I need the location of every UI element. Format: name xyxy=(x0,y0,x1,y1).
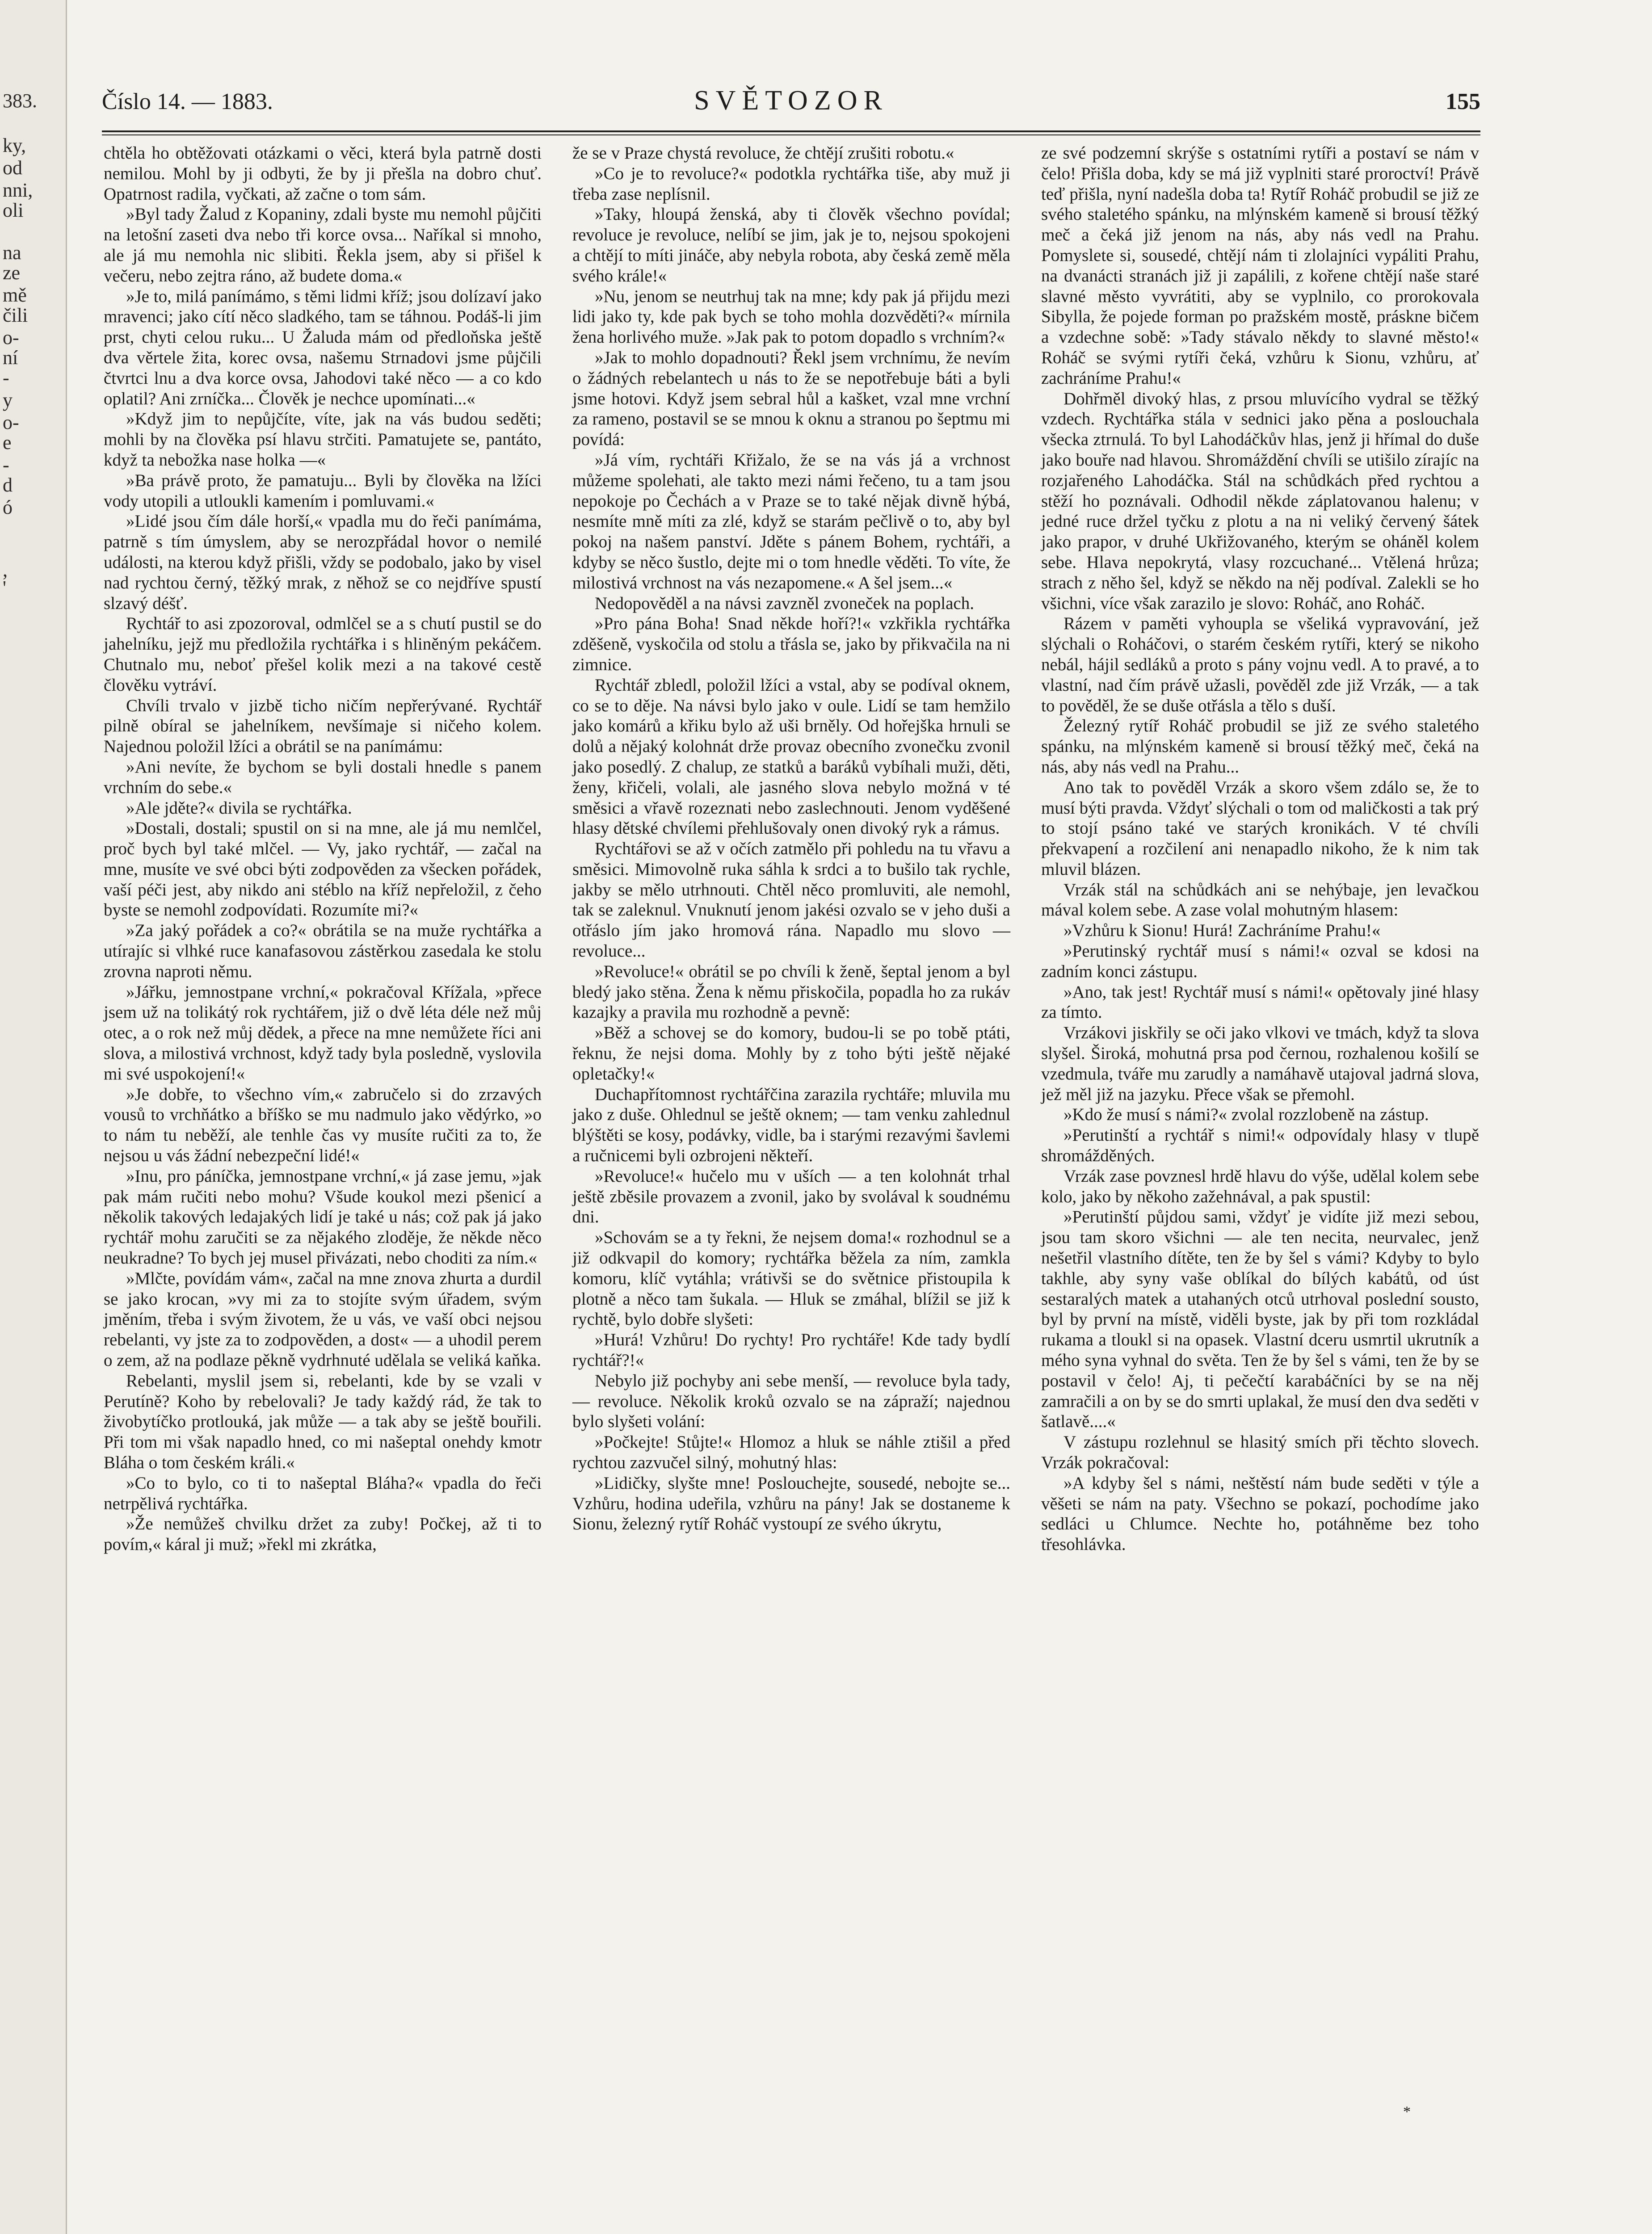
paragraph: »Hurá! Vzhůru! Do rychty! Pro rychtáře! Kde tady bydlí rychtář?!« xyxy=(572,1330,1010,1370)
previous-page-fragment: - xyxy=(3,454,9,476)
paragraph: »Ale jděte?« divila se rychtářka. xyxy=(126,798,352,818)
previous-page-fragment: nni, xyxy=(3,179,33,201)
paragraph: Rychtář to asi zpozoroval, odmlčel se a s chutí pustil se do jahelníku, jejž mu předložila rychtářka i s hliněným pekáčem. Chutnalo mu, neboť přešel kolik mezi a na takové cestě člověku vytráví. xyxy=(104,614,542,695)
previous-page-fragment: ze xyxy=(3,262,21,284)
paragraph: že se v Praze chystá revoluce, že chtějí zrušiti robotu.« xyxy=(572,143,954,163)
paragraph: »Co je to revoluce?« podotkla rychtářka tiše, aby muž ji třeba zase neplísnil. xyxy=(572,164,1010,204)
paragraph: »Perutinský rychtář musí s námi!« ozval se kdosi na zadním konci zástupu. xyxy=(1041,941,1479,981)
paragraph: Železný rytíř Roháč probudil se již ze svého staletého spánku, na mlýnském kameně si brousí těžký meč, čeká na nás, aby nás vedl na Prahu... xyxy=(1041,716,1479,777)
paragraph: Chvíli trvalo v jizbě ticho ničím nepřerývané. Rychtář pilně obíral se jahelníkem, nevšímaje si ničeho kolem. Najednou položil lžíci a obrátil se na panímámu: xyxy=(104,696,542,756)
previous-page-edge xyxy=(0,0,67,2234)
paragraph: Vrzák stál na schůdkách ani se nehýbaje, jen levačkou mával kolem sebe. A zase volal mohutným hlasem: xyxy=(1041,880,1479,920)
paragraph: »Mlčte, povídám vám«, začal na mne znova zhurta a durdil se jako krocan, »vy mi za to stojíte svým úřadem, svým jměním, třeba i svým životem, že u vás, ve vaší obci nejsou rebelanti, vy jste za to zodpověden, a dost« — a uhodil perem o zem, až na podlaze pěkně vydrhnuté udělala se veliká kaňka. xyxy=(104,1268,542,1370)
previous-page-fragment: ó xyxy=(3,496,13,518)
paragraph: »Ano, tak jest! Rychtář musí s námi!« opětovaly jiné hlasy za tímto. xyxy=(1041,982,1479,1022)
text-column-2 xyxy=(572,143,1010,1534)
previous-page-fragment: e xyxy=(3,432,12,454)
paragraph: Ano tak to pověděl Vrzák a skoro všem zdálo se, že to musí býti pravda. Vždyť slýchali o tom od maličkosti a tak prý to stojí psáno také ve starých kronikách. V té chvíli překvapení a rozčilení ani nenapadlo nikoho, že k nim tak mluvil blázen. xyxy=(1041,777,1479,879)
paragraph: ze své podzemní skrýše s ostatními rytíři a postaví se nám v čelo! Přišla doba, kdy se má již vyplniti staré proroctví! Právě teď přišla, nyní nadešla doba ta! Rytíř Roháč probudil se již ze svého staletého spánku, na mlýnském kameně si brousí těžký meč a čeká již jenom na nás, aby nás vedl na Prahu. Pomyslete si, sousedé, chtějí nám ti zlolajníci vypáliti Prahu, na dvanácti stranách již ji zapálili, z kořene chtějí naše staré slavné město vyvrátiti, aby se vyplnilo, co prorokovala Sibylla, že pojede forman po pražském mostě, práskne bičem a vzdechne sobě: »Tady stávalo někdy to slavné město!« Roháč se svými rytíři čeká, vzhůru k Sionu, vzhůru, ať zachráníme Prahu!« xyxy=(1041,143,1479,388)
paragraph: »Co to bylo, co ti to našeptal Bláha?« vpadla do řeči netrpělivá rychtářka. xyxy=(104,1473,542,1513)
paragraph: »Je dobře, to všechno vím,« zabručelo si do zrzavých vousů to vrchňátko a bříško se mu nadmulo jako vědýrko, »o to nám tu neběží, ale tenhle čas vy musíte ručiti za to, že nejsou u vás žádní nebezpeční lidé!« xyxy=(104,1084,542,1166)
previous-page-fragment: na xyxy=(3,242,21,264)
paragraph: Vrzák zase povznesl hrdě hlavu do výše, udělal kolem sebe kolo, jako by někoho zažehnával, a pak spustil: xyxy=(1041,1166,1479,1206)
paragraph: »Jářku, jemnostpane vrchní,« pokračoval Křížala, »přece jsem už na tolikátý rok rychtářem, již o dvě léta déle než můj otec, a o rok než můj dědek, a přece na mne nemůžete říci ani slova, a milostivá vrchnost, když tady byla posledně, vyslovila mi své uspokojení!« xyxy=(104,982,542,1083)
previous-page-fragment: 383. xyxy=(3,90,37,112)
paragraph: »Ba právě proto, že pamatuju... Byli by člověka na lžíci vody utopili a utloukli kamením i pomluvami.« xyxy=(104,470,542,511)
paragraph: »Jak to mohlo dopadnouti? Řekl jsem vrchnímu, že nevím o žádných rebelantech u nás to že se nepotřebuje báti a byli jsme hotovi. Když jsem sebral hůl a kašket, vzal mne vrchní za rameno, postavil se se mnou k oknu a stranou po šeptmu mi povídá: xyxy=(572,348,1010,449)
paragraph: »Ani nevíte, že bychom se byli dostali hnedle s panem vrchním do sebe.« xyxy=(104,757,542,797)
paragraph: Duchapřítomnost rychtářčina zarazila rychtáře; mluvila mu jako z duše. Ohlednul se ještě oknem; — tam venku zahlednul blýštěti se kosy, podávky, vidle, ba i starými rezavými šavlemi a ručnicemi byli ozbrojeni někteří. xyxy=(572,1084,1010,1166)
text-column-1 xyxy=(104,143,542,1555)
paragraph: »Nu, jenom se neutrhuj tak na mne; kdy pak já přijdu mezi lidi jako ty, kde pak bych se toho mohla dozvěděti?« mírnila žena horlivého muže. »Jak pak to potom dopadlo s vrchním?« xyxy=(572,286,1010,347)
paragraph: »Perutinští a rychtář s nimi!« odpovídaly hlasy v tlupě shromážděných. xyxy=(1041,1125,1479,1166)
page-number: 155 xyxy=(1446,89,1480,114)
paragraph: »Je to, milá panímámo, s těmi lidmi kříž; jsou dolízaví jako mravenci; jako cítí něco sladkého, tam se táhnou. Podáš-li jim prst, chyti celou ruku... U Žaluda mám od předloňska ještě dva věrtele žita, korec ovsa, našemu Strnadovi jsme půjčili čtvrtci lnu a dva korce ovsa, Jahodovi také něco — a co kdo oplatil? Ani zrníčka... Člověk je nechce upomínati...« xyxy=(104,286,542,408)
paragraph: »Dostali, dostali; spustil on si na mne, ale já mu nemlčel, proč bych byl také mlčel. — Vy, jako rychtář, — začal na mne, musíte ve své obci býti zodpověden za všecken pořádek, vaší péči jest, aby nikdo ani stéblo na kříž nepřeložil, z čeho byste se nemohl zodpovídati. Rozumíte mi?« xyxy=(104,819,542,920)
previous-page-fragment: - xyxy=(3,367,9,389)
previous-page-fragment: mě xyxy=(3,284,27,306)
paragraph: »Počkejte! Stůjte!« Hlomoz a hluk se náhle ztišil a před rychtou zazvučel silný, mohutný hlas: xyxy=(572,1432,1010,1472)
paragraph: »Taky, hloupá ženská, aby ti člověk všechno povídal; revoluce je revoluce, nelíbí se jim, jak je to, nejsou spokojeni a chtějí to míti jináče, aby nebyla robota, aby česká země měla svého krále!« xyxy=(572,205,1010,286)
paragraph: »Lidičky, slyšte mne! Poslouchejte, sousedé, nebojte se... Vzhůru, hodina udeřila, vzhůru na pány! Jak se dostaneme k Sionu, železný rytíř Roháč vystoupí ze svého úkrytu, xyxy=(572,1473,1010,1534)
paragraph: »Já vím, rychtáři Křižalo, že se na vás já a vrchnost můžeme spolehati, ale takto mezi námi řečeno, tu a tam jsou nepokoje po Čechách a v Praze se to také nějak divně hýbá, nesmíte mně míti za zlé, když se starám pečlivě o to, aby byl pokoj na našem panství. Jděte s pánem Bohem, rychtáři, a kdyby se něco šustlo, dejte mi o tom hnedle věděti. To víte, že milostivá vrchnost na vás nezapomene.« A šel jsem...« xyxy=(572,450,1010,592)
previous-page-fragment: ní xyxy=(3,347,18,369)
paragraph: Rychtář zbledl, položil lžíci a vstal, aby se podíval oknem, co se to děje. Na návsi bylo jako v oule. Lidí se tam hemžilo jako komárů a křiku bylo až uši brněly. Od hořejška hrnuli se dolů a nějaký kolohnát drže provaz obecního zvonečku zvonil jako posedlý. Z chalup, ze statků a baráků vybíhali muži, děti, ženy, křičeli, volali, ale jasného slova nebylo možná v té směsici a vřavě rozeznati nebo zaslechnouti. Jenom vyděšené hlasy dětské chvílemi přehlušovaly onen divoký ryk a rámus. xyxy=(572,675,1010,838)
paragraph: »A kdyby šel s námi, neštěstí nám bude seděti v týle a věšeti se nám na paty. Všechno se pokazí, pochodíme jako sedláci u Chlumce. Nechte ho, potáhněme bez toho třesohlávka. xyxy=(1041,1473,1479,1554)
paragraph: »Běž a schovej se do komory, budou-li se po tobě ptáti, řeknu, že nejsi doma. Mohly by z toho býti ještě nějaké opletačky!« xyxy=(572,1023,1010,1083)
paragraph: »Schovám se a ty řekni, že nejsem doma!« rozhodnul se a již odkvapil do komory; rychtářka běžela za ním, zamkla komoru, klíč vytáhla; vrátivši se do světnice přistoupila k plotně a něco tam šukala. — Hluk se zmáhal, blížil se již k rychtě, bylo dobře slyšeti: xyxy=(572,1228,1010,1329)
journal-title: SVĚTOZOR xyxy=(694,85,888,116)
previous-page-fragment: y xyxy=(3,389,13,411)
footer-mark: * xyxy=(1403,2104,1411,2120)
paragraph: »Lidé jsou čím dále horší,« vpadla mu do řeči panímáma, patrně s tím úmyslem, aby se nerozpřádal hovor o nemilé události, na kterou když přišli, vždy se podobalo, jako by visel nad rychtou černý, těžký mrak, z něhož se co nejdříve spustí slzavý déšť. xyxy=(104,512,542,613)
previous-page-fragment: o- xyxy=(3,412,19,433)
paragraph: »Za jaký pořádek a co?« obrátila se na muže rychtářka a utírajíc si vlhké ruce kanafasovou zástěrkou zasedala ke stolu zrovna naproti němu. xyxy=(104,921,542,981)
paragraph: Vrzákovi jiskřily se oči jako vlkovi ve tmách, když ta slova slyšel. Široká, mohutná prsa pod černou, rozhalenou košilí se vzedmula, tváře mu zarudly a namáhavě utajoval jadrná slova, jež měl již na jazyku. Přece však se přemohl. xyxy=(1041,1023,1479,1104)
previous-page-fragment: , xyxy=(3,559,8,581)
previous-page-fragment: o- xyxy=(3,327,19,349)
paragraph: Rebelanti, myslil jsem si, rebelanti, kde by se vzali v Perutíně? Koho by rebelovali? Je tady každý rád, že tak to živobytíčko protlouká, jak může — a tak aby se ještě bouřili. Při tom mi však napadlo hned, co mi našeptal onehdy kmotr Bláha o tom českém králi.« xyxy=(104,1371,542,1472)
paragraph: V zástupu rozlehnul se hlasitý smích při těchto slovech. Vrzák pokračoval: xyxy=(1041,1432,1479,1472)
issue-info: Číslo 14. — 1883. xyxy=(102,89,273,114)
previous-page-fragment: čili xyxy=(3,304,28,326)
paragraph: chtěla ho obtěžovati otázkami o věci, která byla patrně dosti nemilou. Mohl by ji odbyti, že by ji přešla na dobro chuť. Opatrnost radila, vyčkati, až začne o tom sám. xyxy=(104,143,542,204)
page-header xyxy=(102,85,1480,125)
paragraph: »Že nemůžeš chvilku držet za zuby! Počkej, až ti to povím,« káral ji muž; »řekl mi zkrátka, xyxy=(104,1514,542,1554)
paragraph: Rázem v paměti vyhoupla se všeliká vypravování, jež slýchali o Roháčovi, o starém českém rytíři, který se nikoho nebál, hájil sedláků a proto s pány vojnu vedl. A to pravé, a to vlastní, nad čím právě užasli, pověděl zde již Vrzák, — a tak to pověděl, že se duše otřásla a tělo s duší. xyxy=(1041,614,1479,715)
paragraph: Nebylo již pochyby ani sebe menší, — revoluce byla tady, — revoluce. Několik kroků ozvalo se na zápraží; najednou bylo slyšeti volání: xyxy=(572,1371,1010,1432)
text-column-3 xyxy=(1041,143,1479,1555)
previous-page-fragment: ' xyxy=(3,577,6,599)
previous-page-fragment: od xyxy=(3,157,22,179)
header-rule xyxy=(102,130,1480,135)
paragraph: »Revoluce!« obrátil se po chvíli k ženě, šeptal jenom a byl bledý jako stěna. Žena k němu přiskočila, popadla ho za rukáv kazajky a pravila mu rozhodně a pevně: xyxy=(572,962,1010,1022)
paragraph: »Perutinští půjdou sami, vždyť je vidíte již mezi sebou, jsou tam skoro všichni — ale ten necita, neurvalec, jenž nešetřil vlastního dítěte, ten že by šel s vámi? Kdyby to bylo takhle, aby syny vaše oblíkal do bílých kabátů, od úst sestaralých matek a utahaných otců utrhoval poslední sousto, byl by první na místě, viděli byste, jak by při tom rozkládal rukama a tloukl si na opasek. Vlastní dceru usmrtil ukrutník a mého syna vyhnal do světa. Ten že by šel s vámi, ten že by se postavil v čelo! Aj, ti pečečtí karabáčníci by se na něj zamračili a on by se do smrti uplakal, že musí den dva seděti v šatlavě....« xyxy=(1041,1207,1479,1432)
paragraph: »Byl tady Žalud z Kopaniny, zdali byste mu nemohl půjčiti na letošní zaseti dva nebo tři korce ovsa... Naříkal si mnoho, ale já mu nemohla nic slibiti. Řekla jsem, aby si přišel k večeru, nebo zejtra ráno, až budete doma.« xyxy=(104,205,542,286)
paragraph: »Když jim to nepůjčíte, víte, jak na vás budou seděti; mohli by na člověka psí hlavu strčiti. Pamatujete se, pantáto, když ta nebožka nase holka —« xyxy=(104,409,542,470)
previous-page-fragment: oli xyxy=(3,199,24,221)
paragraph: »Vzhůru k Sionu! Hurá! Zachráníme Prahu!« xyxy=(1064,921,1381,941)
paragraph: Nedopověděl a na návsi zavzněl zvoneček na poplach. xyxy=(595,593,974,613)
previous-page-fragment: ky, xyxy=(3,134,26,156)
paragraph: Dohřměl divoký hlas, z prsou mluvícího vydral se těžký vzdech. Rychtářka stála v sednici jako pěna a poslouchala všecka ztrnulá. To byl Lahodáčkův hlas, jenž ji hřímal do duše jako bouře nad hlavou. Shromáždění chvíli se utišilo zírajíc na rozjařeného Lahodáčka. Stál na schůdkách před rychtou a stěží ho poznávali. Odhodil někde záplatovanou halenu; v jedné ruce držel tyčku z plotu a na ni veliký červený šátek jako prapor, v druhé Ukřižovaného, kterým se oháněl kolem sebe. Hlava nepokrytá, vlasy rozcuchané... Vtělená hrůza; strach z něho šel, když se někdo na něj podíval. Zalekli se ho všichni, více však zarazilo je slovo: Roháč, ano Roháč. xyxy=(1041,389,1479,613)
previous-page-fragment: d xyxy=(3,474,13,496)
paragraph: »Revoluce!« hučelo mu v uších — a ten kolohnát trhal ještě zběsile provazem a zvonil, jako by svolával k soudnému dni. xyxy=(572,1166,1010,1227)
paragraph: »Kdo že musí s námi?« zvolal rozzlobeně na zástup. xyxy=(1064,1105,1429,1125)
paragraph: Rychtářovi se až v očích zatmělo při pohledu na tu vřavu a směsici. Mimovolně ruka sáhla k srdci a to bušilo tak rychle, jakby se mělo utrhnouti. Chtěl něco promluviti, ale nemohl, tak se zaleknul. Vnuknutí jenom jakési ozvalo se v jeho duši a otřáslo jím jako hromová rána. Napadlo mu slovo — revoluce... xyxy=(572,839,1010,961)
paragraph: »Inu, pro páníčka, jemnostpane vrchní,« já zase jemu, »jak pak mám ručiti nebo mohu? Všude koukol mezi pšenicí a několik takových ledajakých lidí je také u nás; což pak já jako rychtář mohu zaručiti se za nějakého zloděje, že někde něco neukradne? To bych jej musel přivázati, nebo choditi za ním.« xyxy=(104,1166,542,1268)
paragraph: »Pro pána Boha! Snad někde hoří?!« vzkřikla rychtářka zděšeně, vyskočila od stolu a třásla se, jako by přikvačila na ni zimnice. xyxy=(572,614,1010,674)
